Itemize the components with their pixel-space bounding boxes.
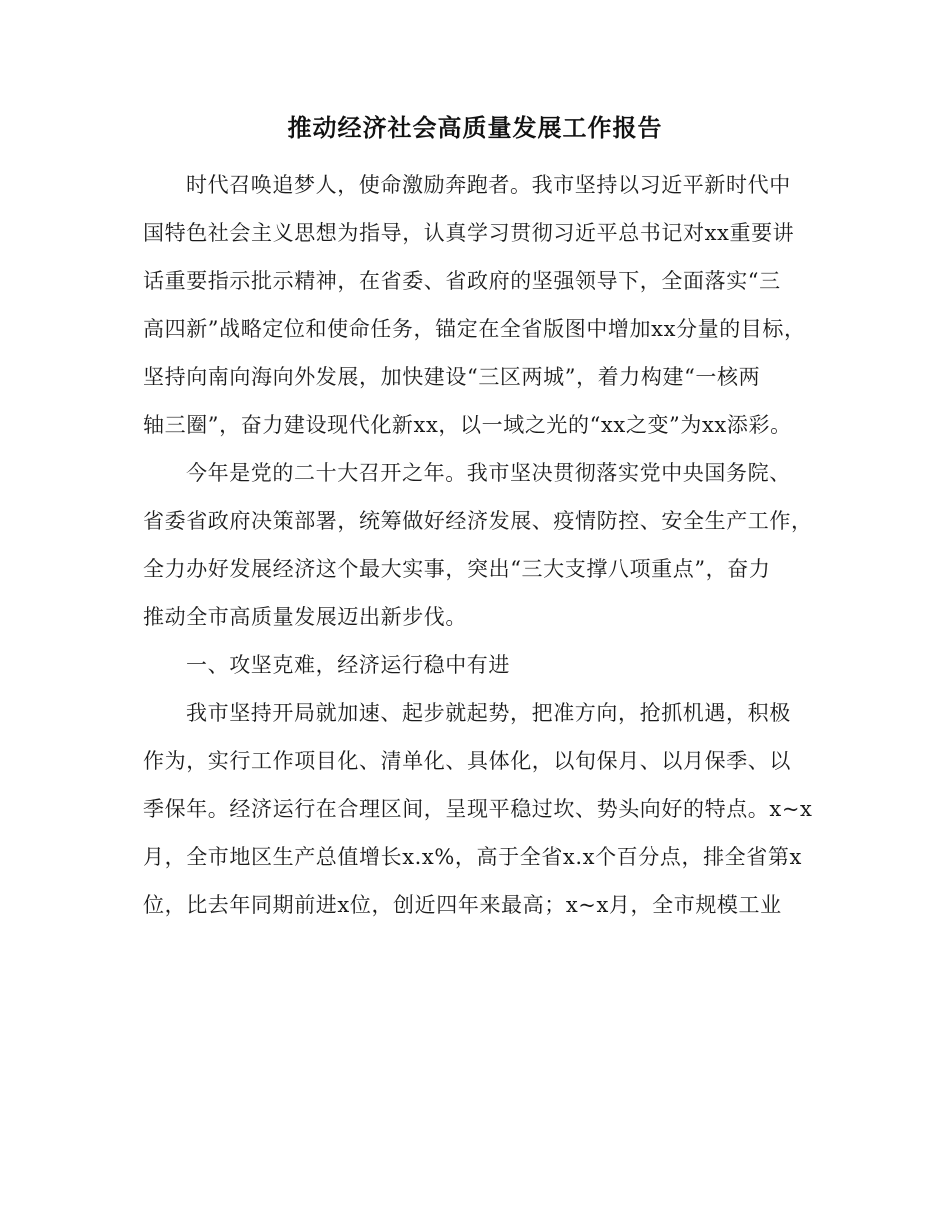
- paragraph-1-line-6: 轴三圈”，奋力建设现代化新xx，以一域之光的“xx之变”为xx添彩。: [143, 413, 792, 437]
- paragraph-1-line-5: 坚持向南向海向外发展，加快建设“三区两城”，着力构建“一核两: [143, 365, 761, 389]
- paragraph-2-line-4: 推动全市高质量发展迈出新步伐。: [143, 605, 467, 629]
- paragraph-3-line-5: 位，比去年同期前进x位，创近四年来最高；x~x月，全市规模工业: [143, 893, 782, 917]
- paragraph-1-line-1: 时代召唤追梦人，使命激励奔跑者。我市坚持以习近平新时代中: [186, 173, 791, 197]
- section-heading-1: 一、攻坚克难，经济运行稳中有进: [186, 653, 510, 677]
- paragraph-1-line-3: 话重要指示批示精神，在省委、省政府的坚强领导下，全面落实“三: [143, 269, 781, 293]
- paragraph-2-line-1: 今年是党的二十大召开之年。我市坚决贯彻落实党中央国务院、: [186, 461, 791, 485]
- paragraph-2-line-3: 全力办好发展经济这个最大实事，突出“三大支撑八项重点”，奋力: [143, 557, 771, 581]
- paragraph-1-line-4: 高四新”战略定位和使命任务，锚定在全省版图中增加xx分量的目标，: [143, 317, 806, 341]
- paragraph-2-line-2: 省委省政府决策部署，统筹做好经济发展、疫情防控、安全生产工作，: [143, 509, 813, 533]
- paragraph-3-line-3: 季保年。经济运行在合理区间，呈现平稳过坎、势头向好的特点。x~x: [143, 797, 813, 821]
- paragraph-3-line-4: 月，全市地区生产总值增长x.x%，高于全省x.x个百分点，排全省第x: [143, 845, 802, 869]
- paragraph-1-line-2: 国特色社会主义思想为指导，认真学习贯彻习近平总书记对xx重要讲: [143, 221, 795, 245]
- paragraph-3-line-1: 我市坚持开局就加速、起步就起势，把准方向，抢抓机遇，积极: [186, 701, 791, 725]
- paragraph-3-line-2: 作为，实行工作项目化、清单化、具体化，以旬保月、以月保季、以: [143, 749, 791, 773]
- document-title: 推动经济社会高质量发展工作报告: [287, 113, 663, 142]
